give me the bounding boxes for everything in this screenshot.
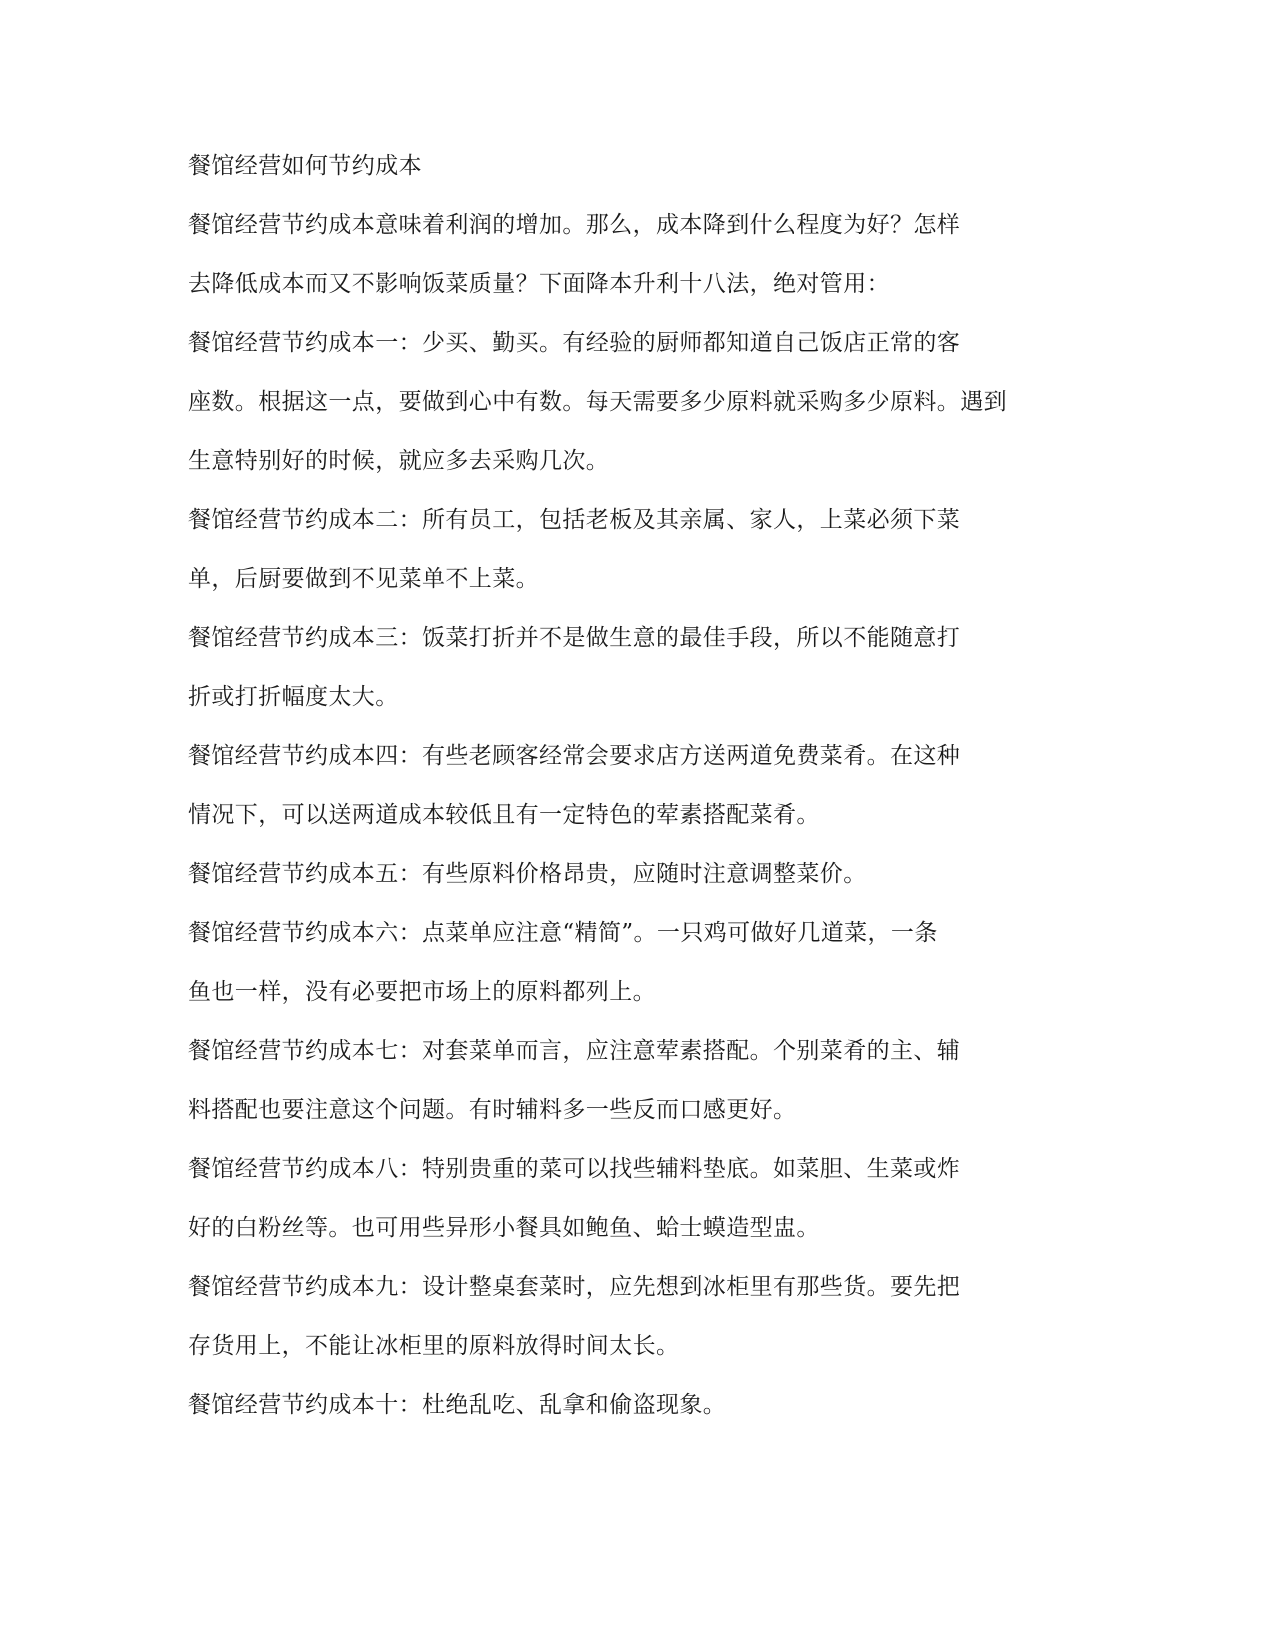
paragraph-line: 餐馆经营节约成本一：少买、勤买。有经验的厨师都知道自己饭店正常的客 [188, 330, 961, 356]
paragraph-line: 餐馆经营节约成本九：设计整桌套菜时，应先想到冰柜里有那些货。要先把 [188, 1274, 961, 1300]
paragraph-line: 餐馆经营节约成本七：对套菜单而言，应注意荤素搭配。个别菜肴的主、辅 [188, 1038, 961, 1064]
paragraph-line: 餐馆经营节约成本四：有些老顾客经常会要求店方送两道免费菜肴。在这种 [188, 743, 961, 769]
paragraph-line: 存货用上，不能让冰柜里的原料放得时间太长。 [188, 1333, 680, 1359]
paragraph-line: 餐馆经营节约成本十：杜绝乱吃、乱拿和偷盗现象。 [188, 1392, 727, 1418]
paragraph-line: 折或打折幅度太大。 [188, 684, 399, 710]
paragraph-line: 好的白粉丝等。也可用些异形小餐具如鲍鱼、蛤士蟆造型盅。 [188, 1215, 820, 1241]
paragraph-line: 去降低成本而又不影响饭菜质量？下面降本升利十八法，绝对管用： [188, 271, 890, 297]
paragraph-line: 鱼也一样，没有必要把市场上的原料都列上。 [188, 979, 656, 1005]
paragraph-line: 餐馆经营节约成本二：所有员工，包括老板及其亲属、家人，上菜必须下菜 [188, 507, 961, 533]
paragraph-line: 餐馆经营节约成本五：有些原料价格昂贵，应随时注意调整菜价。 [188, 861, 867, 887]
paragraph-line: 生意特别好的时候，就应多去采购几次。 [188, 448, 610, 474]
paragraph-line: 单，后厨要做到不见菜单不上菜。 [188, 566, 539, 592]
paragraph-line: 情况下，可以送两道成本较低且有一定特色的荤素搭配菜肴。 [188, 802, 820, 828]
paragraph-line: 料搭配也要注意这个问题。有时辅料多一些反而口感更好。 [188, 1097, 797, 1123]
paragraph-line: 餐馆经营节约成本八：特别贵重的菜可以找些辅料垫底。如菜胆、生菜或炸 [188, 1156, 961, 1182]
document-title: 餐馆经营如何节约成本 [188, 153, 422, 179]
paragraph-line: 餐馆经营节约成本六：点菜单应注意“精简”。一只鸡可做好几道菜，一条 [188, 920, 938, 946]
paragraph-line: 座数。根据这一点，要做到心中有数。每天需要多少原料就采购多少原料。遇到 [188, 389, 1007, 415]
paragraph-line: 餐馆经营节约成本意味着利润的增加。那么，成本降到什么程度为好？怎样 [188, 212, 961, 238]
paragraph-line: 餐馆经营节约成本三：饭菜打折并不是做生意的最佳手段，所以不能随意打 [188, 625, 961, 651]
